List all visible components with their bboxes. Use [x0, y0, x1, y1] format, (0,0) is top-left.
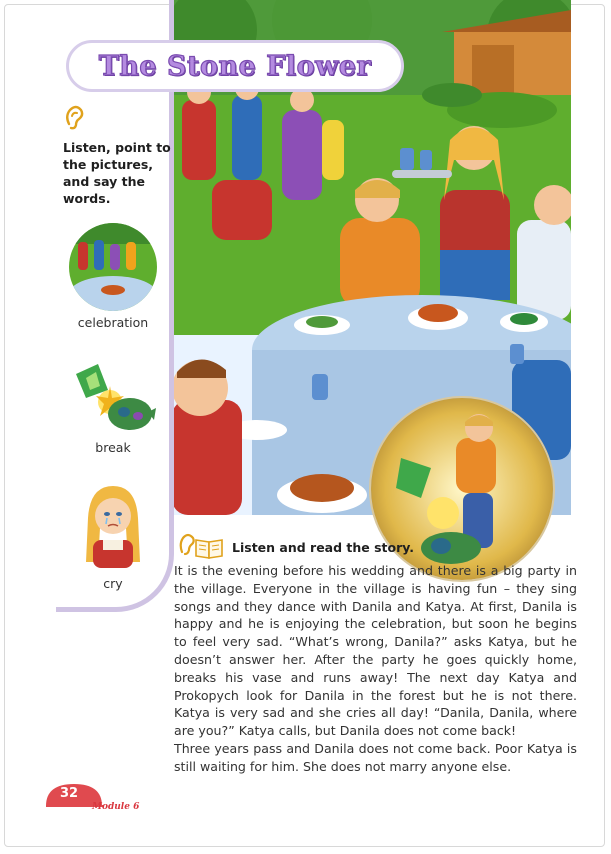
celebration-picture — [68, 222, 158, 312]
reading-heading: Listen and read the story. — [232, 540, 415, 555]
story-text — [174, 562, 577, 776]
title-banner — [66, 40, 404, 92]
module-label: Module 6 — [92, 802, 140, 812]
listen-and-read-icon — [178, 532, 224, 560]
ear-icon — [63, 104, 85, 130]
sidebar-instruction: Listen, point to the pictures, and say the words. — [63, 140, 171, 206]
page-number: 32 — [60, 786, 79, 801]
cry-picture — [68, 478, 158, 568]
word-celebration: celebration — [77, 315, 149, 330]
page-title: The Stone Flower — [98, 50, 372, 82]
story-paragraph-2: Three years pass and Danila does not come back. Poor Katya is still waiting for him. She does not marry anyone else. — [174, 740, 577, 774]
story-paragraph-1: It is the evening before his wedding and there is a big party in the village. Everyone in the village is having fun – they sing songs and they dance with Danila and Katya. At first, Danila is happy and he is enjoying the celebration, but soon he begins to feel very sad. “What’s wrong, Danila?” asks Katya, but he doesn’t answer her. After the party he goes quickly home, breaks his vase and runs away! The next day Katya and Prokopych look for Danila in the forest but he is not there. Katya is very sad and she cries all day! “Danila, Danila, where are you?” Katya calls, but Danila does not come back! — [174, 563, 577, 739]
word-break: break — [95, 440, 131, 455]
word-cry: cry — [103, 576, 123, 591]
break-picture — [68, 352, 158, 442]
